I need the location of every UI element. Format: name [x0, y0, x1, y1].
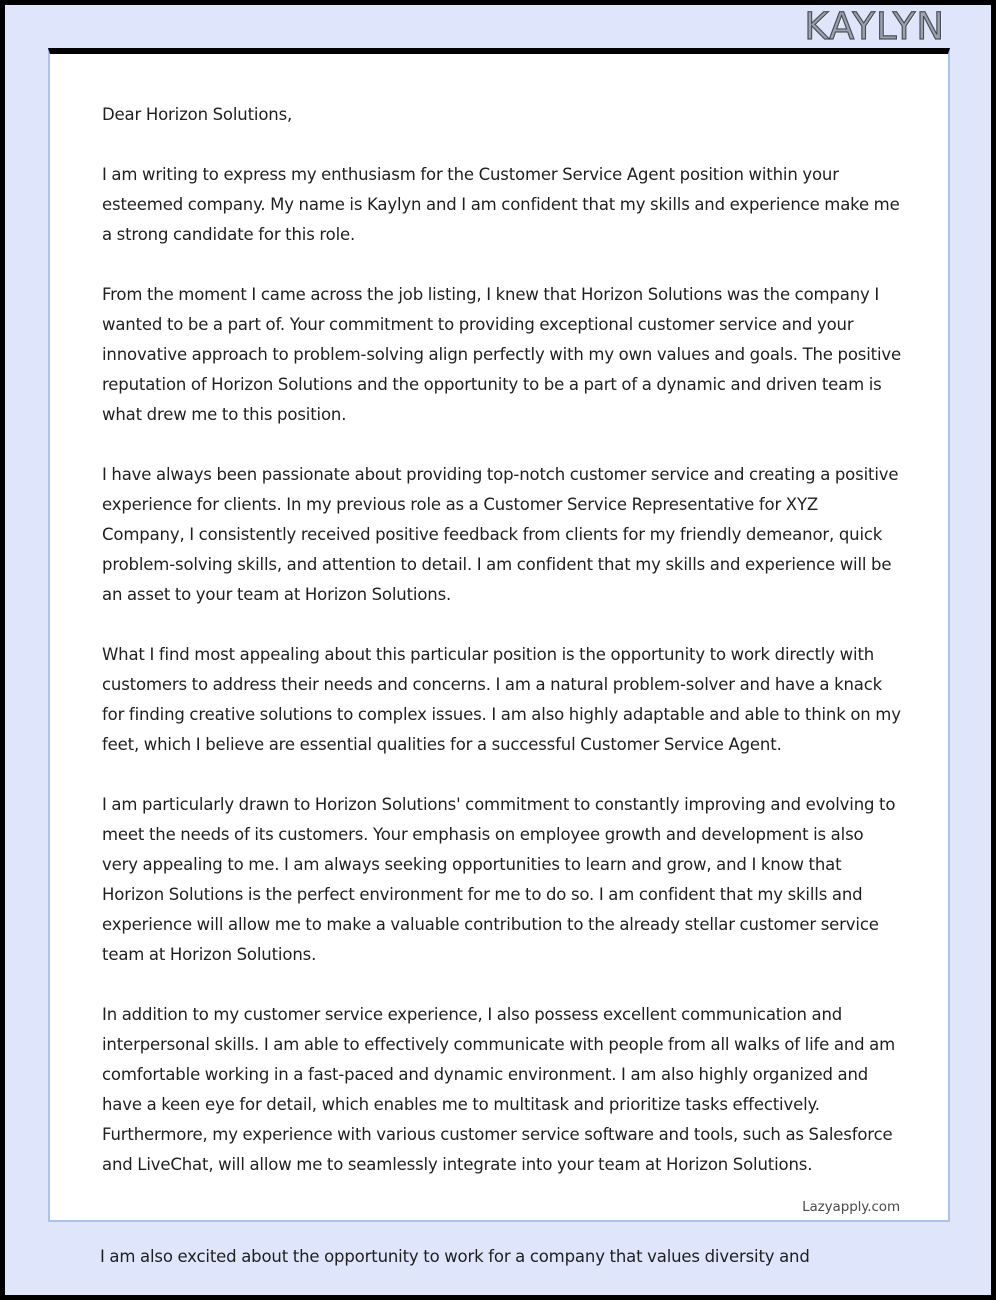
lazyapply-watermark: Lazyapply.com [802, 1199, 900, 1215]
letter-paragraph-2: From the moment I came across the job listing, I knew that Horizon Solutions was the company I wanted to be a part of. Your commitment to providing exceptional customer service and your innovative approach to problem-solving align perfectly with my own values and goals. The positive reputation of Horizon Solutions and the opportunity to be a part of a dynamic and driven team is what drew me to this position. [102, 285, 902, 424]
letter-paragraph-3: I have always been passionate about providing top-notch customer service and creating a positive experience for clients. In my previous role as a Customer Service Representative for XYZ Company, I consistently received positive feedback from clients for my friendly demeanor, quick problem-solving skills, and attention to detail. I am confident that my skills and experience will be an asset to your team at Horizon Solutions. [102, 465, 899, 604]
letter-page-content [50, 54, 948, 1220]
letter-salutation: Dear Horizon Solutions, [102, 105, 293, 124]
document-frame [5, 5, 991, 1295]
letter-paragraph-4: What I find most appealing about this particular position is the opportunity to work directly with customers to address their needs and concerns. I am a natural problem-solver and have a knack for finding creative solutions to complex issues. I am also highly adaptable and able to think on my feet, which I believe are essential qualities for a successful Customer Service Agent. [102, 645, 901, 754]
page-break-gap [48, 1222, 950, 1295]
applicant-name-heading: KAYLYN [804, 5, 945, 48]
letter-page [48, 48, 950, 1222]
letter-paragraph-5: I am particularly drawn to Horizon Solutions' commitment to constantly improving and evolving to meet the needs of its customers. Your emphasis on employee growth and development is also very appealing to me. I am always seeking opportunities to learn and grow, and I know that Horizon Solutions is the perfect environment for me to do so. I am confident that my skills and experience will allow me to make a valuable contribution to the already stellar customer service team at Horizon Solutions. [102, 795, 896, 964]
document-header [5, 5, 991, 48]
letter-paragraph-6: In addition to my customer service experience, I also possess excellent communication and interpersonal skills. I am able to effectively communicate with people from all walks of life and am comfortable working in a fast-paced and dynamic environment. I am also highly organized and have a keen eye for detail, which enables me to multitask and prioritize tasks effectively. Furthermore, my experience with various customer service software and tools, such as Salesforce and LiveChat, will allow me to seamlessly integrate into your team at Horizon Solutions. [102, 1005, 896, 1174]
cover-letter-body [102, 100, 902, 1180]
letter-paragraph-1: I am writing to express my enthusiasm for the Customer Service Agent position within your esteemed company. My name is Kaylyn and I am confident that my skills and experience make me a strong candidate for this role. [102, 165, 900, 244]
letter-continuation-text: I am also excited about the opportunity to work for a company that values diversity and [100, 1247, 810, 1266]
